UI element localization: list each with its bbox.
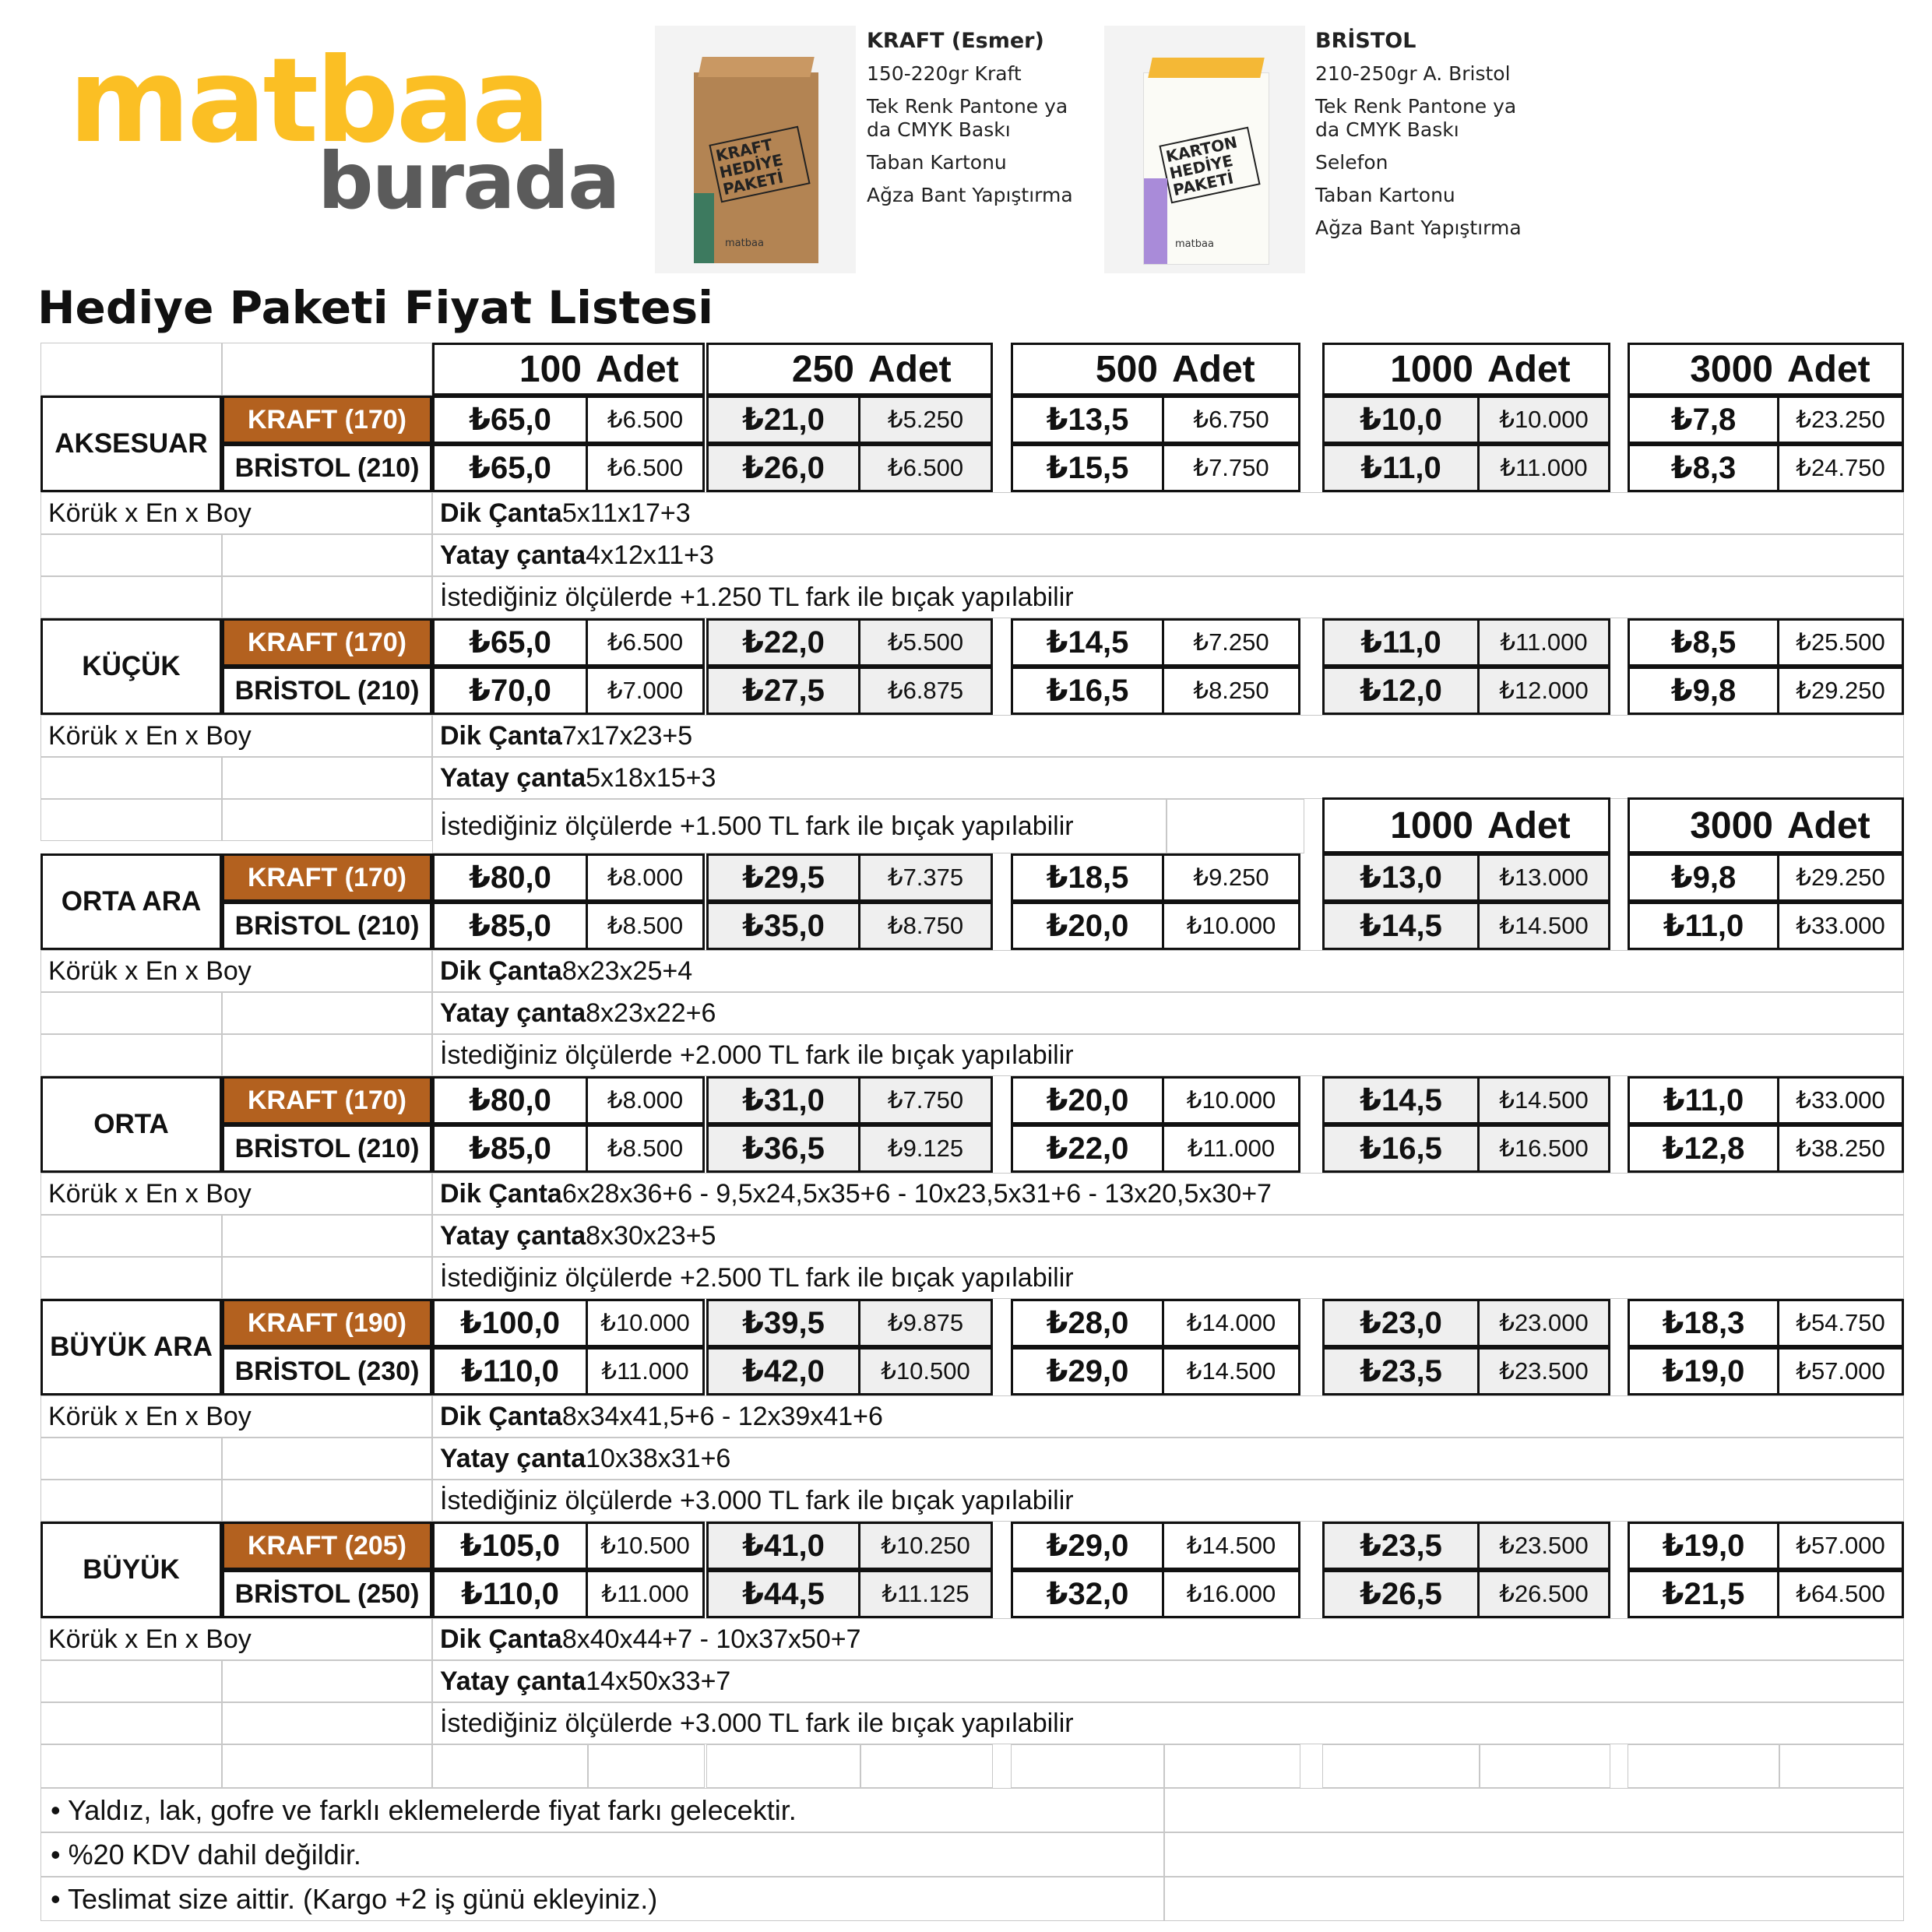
unit-price: ₺20,0 [1011, 1076, 1164, 1124]
total-price: ₺26.500 [1477, 1570, 1610, 1618]
unit-price: ₺80,0 [432, 853, 588, 902]
kraft-type-label: KRAFT (170) [222, 396, 432, 444]
total-price: ₺10.500 [586, 1522, 705, 1570]
category-name: BÜYÜK ARA [40, 1299, 222, 1395]
total-price: ₺57.000 [1777, 1347, 1904, 1395]
total-price: ₺6.750 [1162, 396, 1300, 444]
yatay-canta-dims-label: Yatay çanta [440, 1666, 586, 1696]
footer-note: • Yaldız, lak, gofre ve farklı eklemelerde fiyat farkı gelecektir. [40, 1788, 1164, 1832]
unit-price: ₺28,0 [1011, 1299, 1164, 1347]
empty-cell [222, 1480, 432, 1522]
empty-cell [40, 1438, 222, 1480]
empty-cell [1164, 1744, 1300, 1788]
quantity-header-3000 [1628, 797, 1904, 853]
dik-canta-dims-value: 5x11x17+3 [561, 498, 691, 528]
kraft-spec-3: Taban Kartonu [867, 151, 1007, 174]
total-price: ₺10.000 [586, 1299, 705, 1347]
quantity-header-1000 [1322, 797, 1610, 853]
dik-canta-dims [432, 1173, 1904, 1215]
unit-price: ₺15,5 [1011, 444, 1164, 492]
unit-price: ₺18,3 [1628, 1299, 1779, 1347]
dik-canta-dims [432, 1395, 1904, 1438]
bristol-title: BRİSTOL [1315, 29, 1416, 53]
total-price: ₺8.000 [586, 853, 705, 902]
unit-price: ₺8,5 [1628, 618, 1779, 667]
total-price: ₺12.000 [1477, 667, 1610, 715]
empty-cell [40, 576, 222, 618]
quantity-number: 100 [519, 348, 582, 390]
unit-price: ₺19,0 [1628, 1347, 1779, 1395]
unit-price: ₺65,0 [432, 618, 588, 667]
category-name: AKSESUAR [40, 396, 222, 492]
dik-canta-dims [432, 950, 1904, 992]
unit-price: ₺29,5 [706, 853, 860, 902]
yatay-canta-dims-label: Yatay çanta [440, 1220, 586, 1251]
total-price: ₺8.500 [586, 902, 705, 950]
total-price: ₺23.500 [1477, 1522, 1610, 1570]
empty-cell [1322, 1744, 1480, 1788]
kraft-type-label: KRAFT (190) [222, 1299, 432, 1347]
dik-canta-dims-label: Dik Çanta [440, 498, 562, 528]
total-price: ₺57.000 [1777, 1522, 1904, 1570]
category-name: KÜÇÜK [40, 618, 222, 715]
total-price: ₺14.500 [1162, 1347, 1300, 1395]
page-title: Hediye Paketi Fiyat Listesi [37, 281, 714, 334]
empty-cell [1480, 1744, 1610, 1788]
total-price: ₺11.000 [1477, 444, 1610, 492]
empty-cell [40, 992, 222, 1034]
kraft-spec-4: Ağza Bant Yapıştırma [867, 184, 1073, 206]
bristol-spec-5: Ağza Bant Yapıştırma [1315, 216, 1522, 239]
unit-price: ₺22,0 [706, 618, 860, 667]
unit-price: ₺44,5 [706, 1570, 860, 1618]
unit-price: ₺100,0 [432, 1299, 588, 1347]
unit-price: ₺110,0 [432, 1570, 588, 1618]
kraft-type-label: KRAFT (170) [222, 1076, 432, 1124]
unit-price: ₺16,5 [1011, 667, 1164, 715]
empty-cell [1164, 1788, 1904, 1832]
kraft-spec-2: Tek Renk Pantone ya da CMYK Baskı [867, 95, 1068, 141]
empty-cell [1164, 1832, 1904, 1877]
empty-cell [432, 1744, 588, 1788]
total-price: ₺13.000 [1477, 853, 1610, 902]
category-name: ORTA [40, 1076, 222, 1173]
total-price: ₺54.750 [1777, 1299, 1904, 1347]
unit-price: ₺10,0 [1322, 396, 1480, 444]
custom-die-note: İstediğiniz ölçülerde +2.000 TL fark ile bıçak yapılabilir [432, 1034, 1904, 1076]
dimension-label: Körük x En x Boy [40, 950, 432, 992]
dik-canta-dims-label: Dik Çanta [440, 1401, 562, 1431]
header-empty-cell [40, 343, 222, 396]
logo-line-2: burada [318, 135, 619, 227]
empty-cell [222, 534, 432, 576]
custom-die-note: İstediğiniz ölçülerde +2.500 TL fark ile bıçak yapılabilir [432, 1257, 1904, 1299]
dimension-label: Körük x En x Boy [40, 715, 432, 757]
dimension-label: Körük x En x Boy [40, 1173, 432, 1215]
quantity-unit: Adet [1487, 804, 1571, 846]
dik-canta-dims-label: Dik Çanta [440, 955, 562, 986]
total-price: ₺6.500 [586, 618, 705, 667]
bristol-spec-2: Tek Renk Pantone ya da CMYK Baskı [1315, 95, 1517, 141]
unit-price: ₺13,5 [1011, 396, 1164, 444]
total-price: ₺10.250 [858, 1522, 993, 1570]
total-price: ₺8.750 [858, 902, 993, 950]
kraft-title: KRAFT (Esmer) [867, 29, 1044, 53]
yatay-canta-dims-label: Yatay çanta [440, 998, 586, 1028]
unit-price: ₺16,5 [1322, 1124, 1480, 1173]
dik-canta-dims-value: 8x40x44+7 - 10x37x50+7 [561, 1624, 861, 1654]
total-price: ₺33.000 [1777, 1076, 1904, 1124]
empty-cell [222, 992, 432, 1034]
total-price: ₺24.750 [1777, 444, 1904, 492]
dimension-label: Körük x En x Boy [40, 1395, 432, 1438]
total-price: ₺5.250 [858, 396, 993, 444]
total-price: ₺14.500 [1477, 1076, 1610, 1124]
unit-price: ₺65,0 [432, 396, 588, 444]
unit-price: ₺9,8 [1628, 667, 1779, 715]
total-price: ₺64.500 [1777, 1570, 1904, 1618]
quantity-unit: Adet [1487, 348, 1571, 390]
empty-cell [40, 1660, 222, 1702]
total-price: ₺7.750 [1162, 444, 1300, 492]
yatay-canta-dims-label: Yatay çanta [440, 540, 586, 570]
unit-price: ₺19,0 [1628, 1522, 1779, 1570]
dik-canta-dims [432, 715, 1904, 757]
kraft-box-label: KRAFT HEDİYE PAKETİ [709, 126, 810, 203]
empty-cell [40, 1034, 222, 1076]
yatay-canta-dims-value: 8x23x22+6 [586, 998, 716, 1028]
unit-price: ₺23,5 [1322, 1522, 1480, 1570]
total-price: ₺25.500 [1777, 618, 1904, 667]
unit-price: ₺29,0 [1011, 1522, 1164, 1570]
unit-price: ₺9,8 [1628, 853, 1779, 902]
empty-cell [40, 1215, 222, 1257]
kraft-type-label: KRAFT (170) [222, 618, 432, 667]
unit-price: ₺20,0 [1011, 902, 1164, 950]
empty-cell [1779, 1744, 1904, 1788]
category-name: ORTA ARA [40, 853, 222, 950]
empty-cell [40, 1744, 222, 1788]
quantity-number: 1000 [1390, 804, 1473, 846]
dik-canta-dims-value: 7x17x23+5 [561, 720, 693, 751]
unit-price: ₺41,0 [706, 1522, 860, 1570]
bristol-type-label: BRİSTOL (210) [222, 1124, 432, 1173]
unit-price: ₺8,3 [1628, 444, 1779, 492]
dik-canta-dims-value: 8x34x41,5+6 - 12x39x41+6 [561, 1401, 883, 1431]
bristol-type-label: BRİSTOL (210) [222, 444, 432, 492]
unit-price: ₺105,0 [432, 1522, 588, 1570]
total-price: ₺33.000 [1777, 902, 1904, 950]
bristol-box-brand: matbaa [1175, 238, 1214, 250]
empty-cell [222, 1215, 432, 1257]
empty-cell [860, 1744, 993, 1788]
category-name: BÜYÜK [40, 1522, 222, 1618]
unit-price: ₺29,0 [1011, 1347, 1164, 1395]
yatay-canta-dims-label: Yatay çanta [440, 762, 586, 793]
total-price: ₺7.750 [858, 1076, 993, 1124]
total-price: ₺29.250 [1777, 853, 1904, 902]
unit-price: ₺21,5 [1628, 1570, 1779, 1618]
kraft-type-label: KRAFT (205) [222, 1522, 432, 1570]
quantity-header-1000 [1322, 343, 1610, 396]
total-price: ₺8.250 [1162, 667, 1300, 715]
dik-canta-dims-value: 6x28x36+6 - 9,5x24,5x35+6 - 10x23,5x31+6 - 13x20,5x30+7 [561, 1178, 1272, 1209]
total-price: ₺6.500 [586, 396, 705, 444]
empty-cell [222, 1257, 432, 1299]
total-price: ₺6.500 [858, 444, 993, 492]
quantity-number: 250 [791, 348, 854, 390]
total-price: ₺23.250 [1777, 396, 1904, 444]
total-price: ₺11.000 [1477, 618, 1610, 667]
quantity-unit: Adet [596, 348, 679, 390]
footer-note: • Teslimat size aittir. (Kargo +2 iş günü ekleyiniz.) [40, 1877, 1164, 1921]
unit-price: ₺85,0 [432, 1124, 588, 1173]
empty-cell [588, 1744, 705, 1788]
unit-price: ₺12,8 [1628, 1124, 1779, 1173]
unit-price: ₺39,5 [706, 1299, 860, 1347]
empty-cell [222, 1034, 432, 1076]
unit-price: ₺13,0 [1322, 853, 1480, 902]
total-price: ₺8.500 [586, 1124, 705, 1173]
total-price: ₺10.500 [858, 1347, 993, 1395]
unit-price: ₺22,0 [1011, 1124, 1164, 1173]
empty-cell [40, 1702, 222, 1744]
kraft-type-label: KRAFT (170) [222, 853, 432, 902]
unit-price: ₺7,8 [1628, 396, 1779, 444]
yatay-canta-dims-value: 10x38x31+6 [586, 1443, 731, 1473]
quantity-header-500 [1011, 343, 1300, 396]
unit-price: ₺27,5 [706, 667, 860, 715]
bristol-type-label: BRİSTOL (250) [222, 1570, 432, 1618]
total-price: ₺11.125 [858, 1570, 993, 1618]
kraft-spec-1: 150-220gr Kraft [867, 62, 1022, 85]
custom-die-note: İstediğiniz ölçülerde +3.000 TL fark ile bıçak yapılabilir [432, 1480, 1904, 1522]
unit-price: ₺11,0 [1322, 444, 1480, 492]
quantity-number: 3000 [1690, 804, 1773, 846]
empty-cell [222, 1438, 432, 1480]
unit-price: ₺70,0 [432, 667, 588, 715]
total-price: ₺23.500 [1477, 1347, 1610, 1395]
unit-price: ₺32,0 [1011, 1570, 1164, 1618]
total-price: ₺9.875 [858, 1299, 993, 1347]
total-price: ₺9.125 [858, 1124, 993, 1173]
quantity-number: 500 [1095, 348, 1158, 390]
yatay-canta-dims [432, 1438, 1904, 1480]
unit-price: ₺12,0 [1322, 667, 1480, 715]
unit-price: ₺11,0 [1628, 902, 1779, 950]
unit-price: ₺80,0 [432, 1076, 588, 1124]
total-price: ₺7.250 [1162, 618, 1300, 667]
total-price: ₺6.875 [858, 667, 993, 715]
empty-cell [40, 1257, 222, 1299]
unit-price: ₺14,5 [1322, 902, 1480, 950]
empty-cell [222, 1660, 432, 1702]
unit-price: ₺11,0 [1628, 1076, 1779, 1124]
total-price: ₺10.000 [1162, 902, 1300, 950]
unit-price: ₺11,0 [1322, 618, 1480, 667]
yatay-canta-dims-value: 5x18x15+3 [586, 762, 716, 793]
total-price: ₺16.500 [1477, 1124, 1610, 1173]
empty-cell [222, 1744, 432, 1788]
bristol-type-label: BRİSTOL (210) [222, 667, 432, 715]
unit-price: ₺35,0 [706, 902, 860, 950]
unit-price: ₺18,5 [1011, 853, 1164, 902]
total-price: ₺38.250 [1777, 1124, 1904, 1173]
empty-cell [1011, 1744, 1164, 1788]
yatay-canta-dims [432, 1215, 1904, 1257]
quantity-unit: Adet [1172, 348, 1255, 390]
header-empty-cell [222, 343, 432, 396]
bristol-spec-4: Taban Kartonu [1315, 184, 1455, 206]
quantity-number: 3000 [1690, 348, 1773, 390]
dik-canta-dims [432, 492, 1904, 534]
unit-price: ₺23,0 [1322, 1299, 1480, 1347]
total-price: ₺14.000 [1162, 1299, 1300, 1347]
total-price: ₺11.000 [1162, 1124, 1300, 1173]
yatay-canta-dims [432, 992, 1904, 1034]
total-price: ₺29.250 [1777, 667, 1904, 715]
yatay-canta-dims [432, 534, 1904, 576]
kraft-box-brand: matbaa [725, 238, 764, 249]
quantity-header-100 [432, 343, 705, 396]
total-price: ₺7.375 [858, 853, 993, 902]
empty-cell [40, 534, 222, 576]
unit-price: ₺110,0 [432, 1347, 588, 1395]
yatay-canta-dims-value: 14x50x33+7 [586, 1666, 731, 1696]
quantity-unit: Adet [868, 348, 952, 390]
unit-price: ₺14,5 [1011, 618, 1164, 667]
total-price: ₺16.000 [1162, 1570, 1300, 1618]
total-price: ₺8.000 [586, 1076, 705, 1124]
empty-cell [1164, 1877, 1904, 1921]
dik-canta-dims-label: Dik Çanta [440, 1624, 562, 1654]
logo-line-1: matbaa [69, 33, 548, 169]
total-price: ₺10.000 [1162, 1076, 1300, 1124]
yatay-canta-dims-value: 4x12x11+3 [586, 540, 714, 570]
unit-price: ₺85,0 [432, 902, 588, 950]
quantity-header-250 [706, 343, 993, 396]
empty-cell [1167, 799, 1304, 853]
empty-cell [706, 1744, 860, 1788]
bristol-spec-3: Selefon [1315, 151, 1388, 174]
yatay-canta-dims-value: 8x30x23+5 [586, 1220, 716, 1251]
unit-price: ₺26,5 [1322, 1570, 1480, 1618]
empty-cell [40, 1480, 222, 1522]
quantity-unit: Adet [1787, 348, 1870, 390]
dimension-label: Körük x En x Boy [40, 1618, 432, 1660]
empty-cell [40, 799, 222, 841]
empty-cell [1628, 1744, 1779, 1788]
bristol-spec-1: 210-250gr A. Bristol [1315, 62, 1511, 85]
bristol-type-label: BRİSTOL (210) [222, 902, 432, 950]
footer-note: • %20 KDV dahil değildir. [40, 1832, 1164, 1877]
quantity-unit: Adet [1787, 804, 1870, 846]
total-price: ₺7.000 [586, 667, 705, 715]
unit-price: ₺31,0 [706, 1076, 860, 1124]
total-price: ₺10.000 [1477, 396, 1610, 444]
quantity-header-3000 [1628, 343, 1904, 396]
empty-cell [222, 1702, 432, 1744]
unit-price: ₺14,5 [1322, 1076, 1480, 1124]
total-price: ₺11.000 [586, 1570, 705, 1618]
empty-cell [222, 576, 432, 618]
total-price: ₺5.500 [858, 618, 993, 667]
custom-die-note: İstediğiniz ölçülerde +3.000 TL fark ile bıçak yapılabilir [432, 1702, 1904, 1744]
bristol-type-label: BRİSTOL (230) [222, 1347, 432, 1395]
dik-canta-dims [432, 1618, 1904, 1660]
empty-cell [40, 757, 222, 799]
total-price: ₺11.000 [586, 1347, 705, 1395]
total-price: ₺14.500 [1162, 1522, 1300, 1570]
total-price: ₺23.000 [1477, 1299, 1610, 1347]
unit-price: ₺23,5 [1322, 1347, 1480, 1395]
unit-price: ₺65,0 [432, 444, 588, 492]
empty-cell [222, 799, 432, 841]
unit-price: ₺21,0 [706, 396, 860, 444]
dimension-label: Körük x En x Boy [40, 492, 432, 534]
bristol-box-label: KARTON HEDİYE PAKETİ [1159, 127, 1260, 204]
total-price: ₺6.500 [586, 444, 705, 492]
total-price: ₺9.250 [1162, 853, 1300, 902]
unit-price: ₺36,5 [706, 1124, 860, 1173]
total-price: ₺14.500 [1477, 902, 1610, 950]
dik-canta-dims-value: 8x23x25+4 [561, 955, 693, 986]
empty-cell [222, 757, 432, 799]
dik-canta-dims-label: Dik Çanta [440, 1178, 562, 1209]
dik-canta-dims-label: Dik Çanta [440, 720, 562, 751]
yatay-canta-dims [432, 1660, 1904, 1702]
custom-die-note: İstediğiniz ölçülerde +1.250 TL fark ile bıçak yapılabilir [432, 576, 1904, 618]
quantity-number: 1000 [1390, 348, 1473, 390]
yatay-canta-dims-label: Yatay çanta [440, 1443, 586, 1473]
custom-die-note: İstediğiniz ölçülerde +1.500 TL fark ile bıçak yapılabilir [432, 799, 1167, 853]
unit-price: ₺42,0 [706, 1347, 860, 1395]
yatay-canta-dims [432, 757, 1904, 799]
unit-price: ₺26,0 [706, 444, 860, 492]
